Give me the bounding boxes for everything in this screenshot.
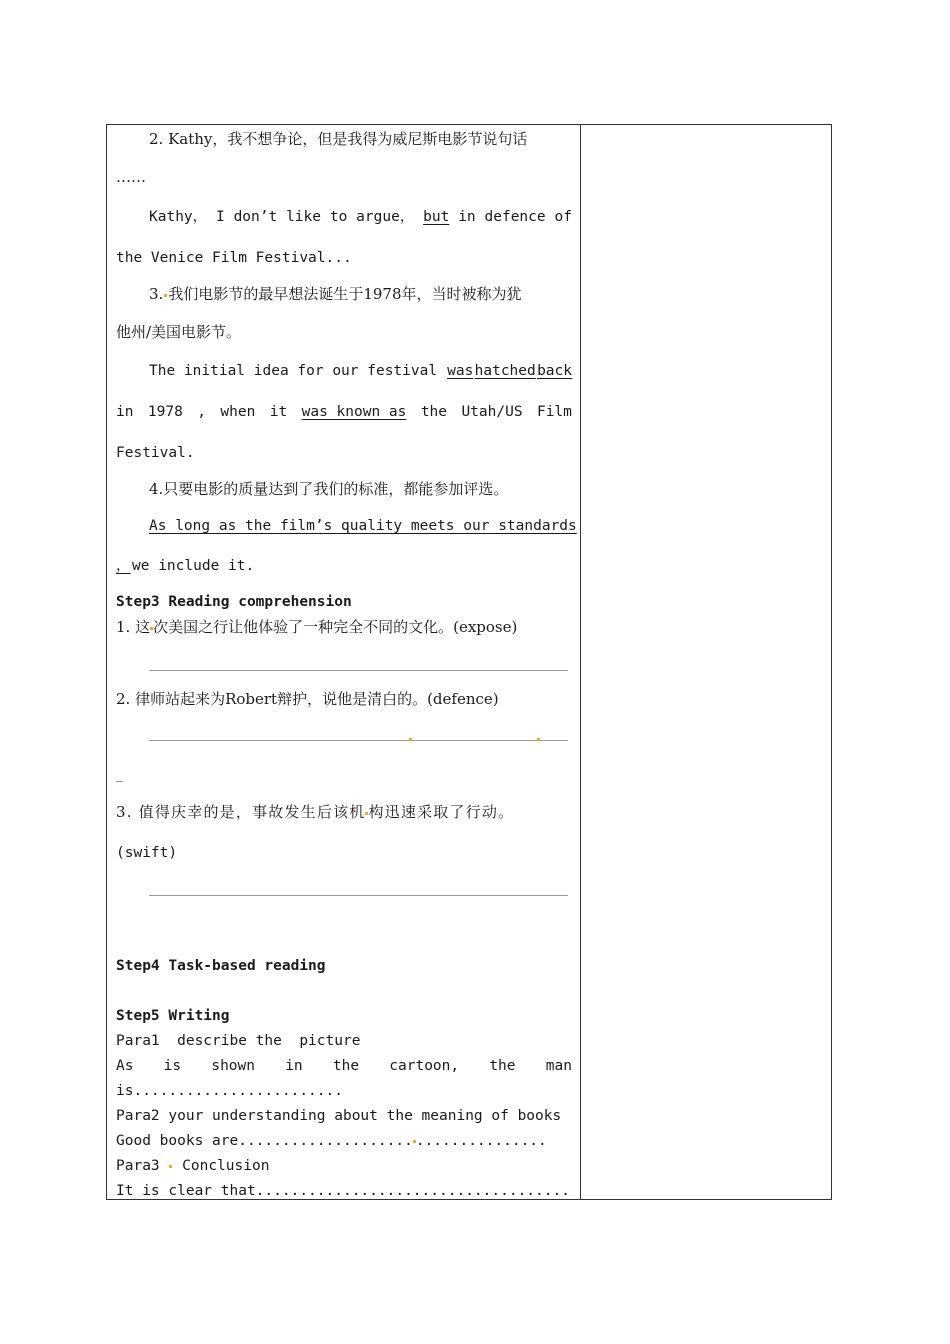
word: man [545,1058,572,1074]
notes-cell[interactable] [581,125,831,1199]
answer-underlined: was known as [301,404,407,420]
para2-label: Para2 your understanding about the meaning of books [116,1108,562,1124]
word: in [285,1058,303,1074]
para1-line [116,1056,572,1076]
word: Kathy， [149,209,208,225]
word: in [458,209,476,225]
answer-underlined: ， [116,558,131,574]
item4-en-line1: As long as the film’s quality meets our standards [149,518,577,534]
word: don’t [233,209,278,225]
para1-label: Para1 describe the picture [116,1033,361,1049]
zh-text: 我们电影节的最早想法诞生于1978年，当时被称为犹 [168,285,522,303]
text: we include it. [132,558,255,574]
word: cartoon, [389,1058,460,1074]
marker-dot [164,294,167,297]
step3-q3-hint: (swift) [116,845,178,861]
text: ............... [415,1133,547,1149]
word: the [332,1058,360,1074]
step3-q1 [116,617,517,637]
text: The initial idea for our festival [149,363,446,379]
answer-blank-3[interactable] [149,895,568,896]
item3-en-line1 [149,361,572,381]
word: like [286,209,321,225]
word: of [554,209,572,225]
word: shown [211,1058,255,1074]
word: Film [536,404,572,420]
word: defence [484,209,546,225]
step3-q3 [116,802,572,822]
word: 1978 [147,404,183,420]
word: argue， [356,209,415,225]
step3-q2: 2. 律师站起来为Robert辩护，说他是清白的。(defence) [116,690,499,708]
item2-zh-line1: 2. Kathy，我不想争论，但是我得为威尼斯电影节说句话 [149,130,528,148]
word: As [116,1058,134,1074]
answer-blank-2-tail [116,781,123,782]
item4-en-line2 [116,556,254,576]
answer-underlined: back [537,363,572,379]
text: 次美国之行让他体验了一种完全不同的文化。(expose) [153,618,518,636]
para3-label [116,1156,269,1176]
marker-dot [409,738,412,741]
step5-heading: Step5 Writing [116,1008,230,1024]
text: Good books are.................... [116,1133,413,1149]
para3-line: It is clear that.................................... [116,1183,570,1199]
answer-underlined: hatched [474,363,536,379]
answer-underlined: was [447,363,474,379]
answer-underlined: but [423,209,450,225]
item4-zh-line1: 4.只要电影的质量达到了我们的标准，都能参加评选。 [149,480,509,498]
item3-en-line3: Festival. [116,445,195,461]
answer-blank-2[interactable] [149,740,568,741]
word: I [216,209,225,225]
answer-blank-1[interactable] [149,670,568,671]
marker-dot [169,1165,172,1168]
word: when [220,404,256,420]
item2-en-line1 [149,207,572,227]
word: Utah/US [461,404,523,420]
word: is [163,1058,182,1074]
item3-zh-line1 [149,284,522,304]
step4-heading: Step4 Task-based reading [116,958,326,974]
para2-line [116,1131,547,1151]
word: to [329,209,348,225]
item-number: 3. [149,285,164,303]
word: the [420,404,448,420]
marker-dot [537,738,540,741]
text: Para3 [116,1158,160,1174]
page-table [106,124,832,1200]
step3-heading: Step3 Reading comprehension [116,594,352,610]
item2-zh-line2: …… [116,168,146,186]
para1-cont: is........................ [116,1083,343,1099]
item2-en-line2: the Venice Film Festival... [116,250,352,266]
item3-en-line2 [116,402,572,422]
item3-zh-line2: 他州/美国电影节。 [116,323,242,341]
text: Conclusion [182,1158,270,1174]
text: 3. 值得庆幸的是，事故发生后该机 [116,803,366,821]
text: 构迅速采取了行动。 [368,803,515,821]
word: in [116,404,134,420]
word: it [269,404,288,420]
word: , [197,404,206,420]
text: 1. 这 [116,618,151,636]
word: the [489,1058,516,1074]
